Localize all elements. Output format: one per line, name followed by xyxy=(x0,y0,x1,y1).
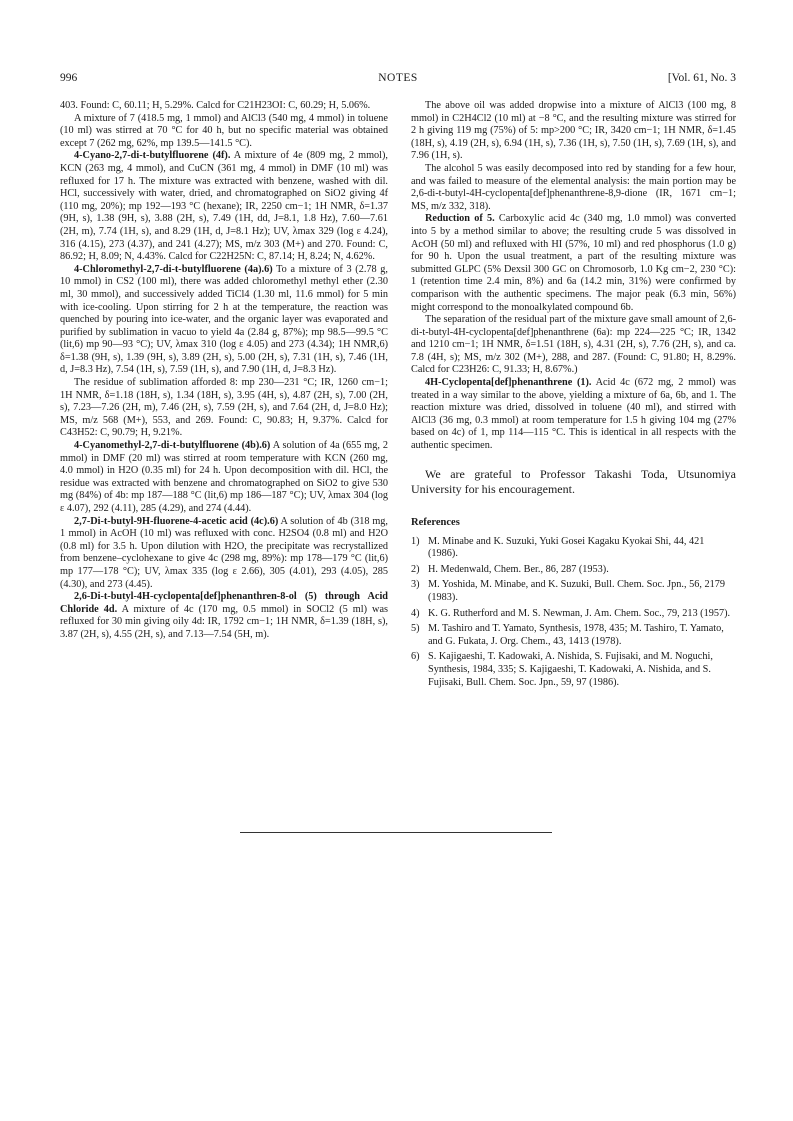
paragraph: 4-Chloromethyl-2,7-di-t-butylfluorene (4a).6) To a mixture of 3 (2.78 g, 10 mmol) in CS2 (100 ml), there was added chloromethyl methyl ether (2.30 ml, 30 mmol), and successively added TiCl4 (1.30 ml, 11.6 mmol) for 5 min with ice-cooling. Upon stirring for 2 h at the temperature, the reaction was quenched by pouring into ice-water, and the organic layer was evaporated and purified by sublimation in vacuo to yield 4a (2.84 g, 87%); mp 98.5—99.5 °C (lit,6) mp 90—93 °C); UV, λmax 310 (log ε 4.05) and 273 (4.34); 1H NMR,6) δ=1.38 (9H, s), 1.39 (9H, s), 3.89 (2H, s), 5.00 (2H, s), 7.31 (1H, s), 7.46 (1H, d, J=8.3 Hz), 7.54 (1H, s), 7.59 (1H, s), and 7.90 (1H, d, J=8.3 Hz). xyxy=(60,263,388,376)
paragraph: 2,6-Di-t-butyl-4H-cyclopenta[def]phenanthren-8-ol (5) through Acid Chloride 4d. A mixture of 4c (170 mg, 0.5 mmol) in SOCl2 (5 ml) was refluxed for 30 min giving oily 4d: IR, 1792 cm−1; 1H NMR, δ=1.39 (18H, s), 3.87 (2H, s), 4.55 (2H, s), and 7.13—7.54 (5H, m). xyxy=(60,591,388,640)
paragraph-heading: 4H-Cyclopenta[def]phenanthrene (1). xyxy=(425,377,592,389)
paragraph: The separation of the residual part of the mixture gave small amount of 2,6-di-t-butyl-4H-cyclopenta[def]phenanthrene (6a): mp 224—225 °C; IR, 1342 and 1210 cm−1; 1H NMR, δ=1.51 (18H, s), 4.31 (2H, s), 7.76 (2H, s), and ca. 7.8 (4H, s); MS, m/z 302 (M+), 288, and 287. (Found: C, 91.80; H, 8.29%. Calcd for C23H26: C, 91.33; H, 8.67%.) xyxy=(411,314,736,376)
paragraph: 4H-Cyclopenta[def]phenanthrene (1). Acid 4c (672 mg, 2 mmol) was treated in a way similar to the above, yielding a mixture of 6a, 6b, and 1. The reaction mixture was dried, dissolved in toluene (40 ml), and stirred with AlCl3 (36 mg, 0.3 mmol) at room temperature for 1.5 h giving 104 mg (27% based on 4c) of 1, mp 114—115 °C. This is identical in all respects with the authentic specimen. xyxy=(411,377,736,452)
right-column xyxy=(411,100,736,692)
paragraph: 403. Found: C, 60.11; H, 5.29%. Calcd for C21H23OI: C, 60.29; H, 5.06%. xyxy=(60,100,371,111)
paragraph: 4-Cyanomethyl-2,7-di-t-butylfluorene (4b).6) A solution of 4a (655 mg, 2 mmol) in DMF (20 ml) was stirred at room temperature with KCN (260 mg, 4.0 mmol) in H2O (0.35 ml) for 24 h. Upon decomposition with dil. HCl, the residue was extracted with benzene and chromatographed on SiO2 to give 530 mg (84%) of 4b: mp 187—188 °C (lit,6) mp 186—187 °C); UV, λmax 304 (log ε 4.07), 292 (4.11), 285 (4.29), and 274 (4.44). xyxy=(60,440,388,514)
reference-item: 5) M. Tashiro and T. Yamato, Synthesis, 1978, 435; M. Tashiro, T. Yamato, and G. Fukata, J. Org. Chem., 43, 1413 (1978). xyxy=(411,623,724,647)
acknowledgement: We are grateful to Professor Takashi Toda, Utsunomiya University for his encouragement. xyxy=(411,466,736,496)
paragraph-heading: 2,7-Di-t-butyl-9H-fluorene-4-acetic acid (4c).6) xyxy=(74,515,279,527)
paragraph: 4-Cyano-2,7-di-t-butylfluorene (4f). A mixture of 4e (809 mg, 2 mmol), KCN (263 mg, 4 mmol), and CuCN (361 mg, 4 mmol) in DMF (10 ml) was refluxed for 17 h. The mixture was extracted with benzene, washed with dil. HCl, successively with water, dried, and chromatographed on SiO2 giving 4f (110 mg, 20%); mp 192—193 °C (hexane); IR, 2250 cm−1; 1H NMR, δ=1.37 (9H, s), 1.38 (9H, s), 3.88 (2H, s), 7.49 (1H, dd, J=8.1, 1.8 Hz), 7.60—7.61 (2H, m), 7.74 (1H, s), and 8.29 (1H, d, J=8.1 Hz); UV, λmax 329 (log ε 4.24), 316 (4.15), 273 (4.37), and 241 (4.27); MS, m/z 303 (M+) and 270. Found: C, 86.92; H, 8.09; N, 4.43%. Calcd for C22H25N: C, 87.14; H, 8.24; N, 4.62%. xyxy=(60,150,388,263)
paragraph-heading: 2,6-Di-t-butyl-4H-cyclopenta[def]phenanthren-8-ol (5) through Acid Chloride 4d. xyxy=(60,591,388,615)
paragraph: The alcohol 5 was easily decomposed into red by standing for a few hour, and was failed to measure of the elemental analysis: the main portion may be 2,6-di-t-butyl-4H-cyclopenta[def]phenanthrene-8,9-dione (IR, 1671 cm−1; MS, m/z 332, 318). xyxy=(411,162,736,212)
paragraph-heading: 4-Cyanomethyl-2,7-di-t-butylfluorene (4b).6) xyxy=(74,440,271,452)
section-title: NOTES xyxy=(378,72,418,84)
reference-item: 4) K. G. Rutherford and M. S. Newman, J. Am. Chem. Soc., 79, 213 (1957). xyxy=(411,607,731,619)
references-heading: References xyxy=(411,517,460,529)
volume-info: [Vol. 61, No. 3 xyxy=(667,72,736,84)
paragraph: Reduction of 5. Carboxylic acid 4c (340 mg, 1.0 mmol) was converted into 5 by a method similar to above; the resulting crude 5 was dissolved in AcOH (50 ml) and refluxed with HI (57%, 10 ml) and red phosphorus (1.0 g) for 90 h. Upon the usual treatment, a part of the resulting mixture was submitted GLPC (5% Dexsil 300 GC on Chromosorb, 1.0 Kg cm−2, 230 °C): 1 (retention time 2.4 min, 8%) and 6a (14.2 min, 31%) were confirmed by comparison with the authentic specimens. The major peak (6.3 min, 56%) might correspond to the monoalkylated compound 6b. xyxy=(411,213,737,313)
reference-item: 3) M. Yoshida, M. Minabe, and K. Suzuki, Bull. Chem. Soc. Jpn., 56, 2179 (1983). xyxy=(411,579,725,603)
reference-item: 2) H. Medenwald, Chem. Ber., 86, 287 (1953). xyxy=(411,563,609,575)
running-header xyxy=(60,72,736,88)
paragraph: The residue of sublimation afforded 8: mp 230—231 °C; IR, 1260 cm−1; 1H NMR, δ=1.18 (18H, s), 1.34 (18H, s), 3.95 (4H, s), 4.87 (2H, s), 7.00 (2H, s), 7.23—7.26 (2H, m), 7.46 (2H, s), 7.59 (2H, s), and 7.64 (2H, d, J=8.0 Hz); MS, m/z 568 (M+), 553, and 269. Found: C, 90.83; H, 9.37%. Calcd for C43H52: C, 90.79; H, 9.21%. xyxy=(60,377,388,439)
page-number: 996 xyxy=(60,72,78,84)
left-column xyxy=(60,100,388,642)
paragraph: A mixture of 7 (418.5 mg, 1 mmol) and AlCl3 (540 mg, 4 mmol) in toluene (10 ml) was stirred at 70 °C for 40 h, but no specific material was obtained except 7 (262 mg, 62%, mp 139.5—141.5 °C). xyxy=(60,112,388,149)
paragraph-heading: Reduction of 5. xyxy=(425,213,495,225)
reference-item: 1) M. Minabe and K. Suzuki, Yuki Gosei Kagaku Kyokai Shi, 44, 421 (1986). xyxy=(411,535,705,560)
references-list xyxy=(411,536,736,690)
end-rule xyxy=(240,832,552,833)
paragraph: 2,7-Di-t-butyl-9H-fluorene-4-acetic acid (4c).6) A solution of 4b (318 mg, 1 mmol) in AcOH (10 ml) was refluxed with conc. H2SO4 (0.8 ml) and H2O (0.8 ml) for 3.5 h. Upon dilution with H2O, the precipitate was recrystallized from benzene–cyclohexane to give 4c (298 mg, 89%): mp 178—179 °C (lit,6) mp 177—178 °C); UV, λmax 335 (log ε 2.66), 305 (4.01), 293 (4.05), 285 (4.30), and 273 (4.45). xyxy=(60,515,388,590)
paragraph-heading: 4-Chloromethyl-2,7-di-t-butylfluorene (4a).6) xyxy=(74,263,273,275)
reference-item: 6) S. Kajigaeshi, T. Kadowaki, A. Nishida, S. Fujisaki, and M. Noguchi, Synthesis, 1984, 335; S. Kajigaeshi, T. Kadowaki, A. Nishida, and S. Fujisaki, Bull. Chem. Soc. Jpn., 59, 97 (1986). xyxy=(411,651,713,688)
paragraph-heading: 4-Cyano-2,7-di-t-butylfluorene (4f). xyxy=(74,150,231,162)
paragraph: The above oil was added dropwise into a mixture of AlCl3 (100 mg, 8 mmol) in C2H4Cl2 (10 ml) at −8 °C, and the resulting mixture was stirred for 2 h giving 119 mg (75%) of 5: mp>200 °C; IR, 3420 cm−1; 1H NMR, δ=1.45 (18H, s), 4.19 (2H, s), 6.94 (1H, s), 7.36 (1H, s), 7.50 (1H, s), 7.69 (1H, s), and 7.96 (1H, s). xyxy=(411,100,736,162)
